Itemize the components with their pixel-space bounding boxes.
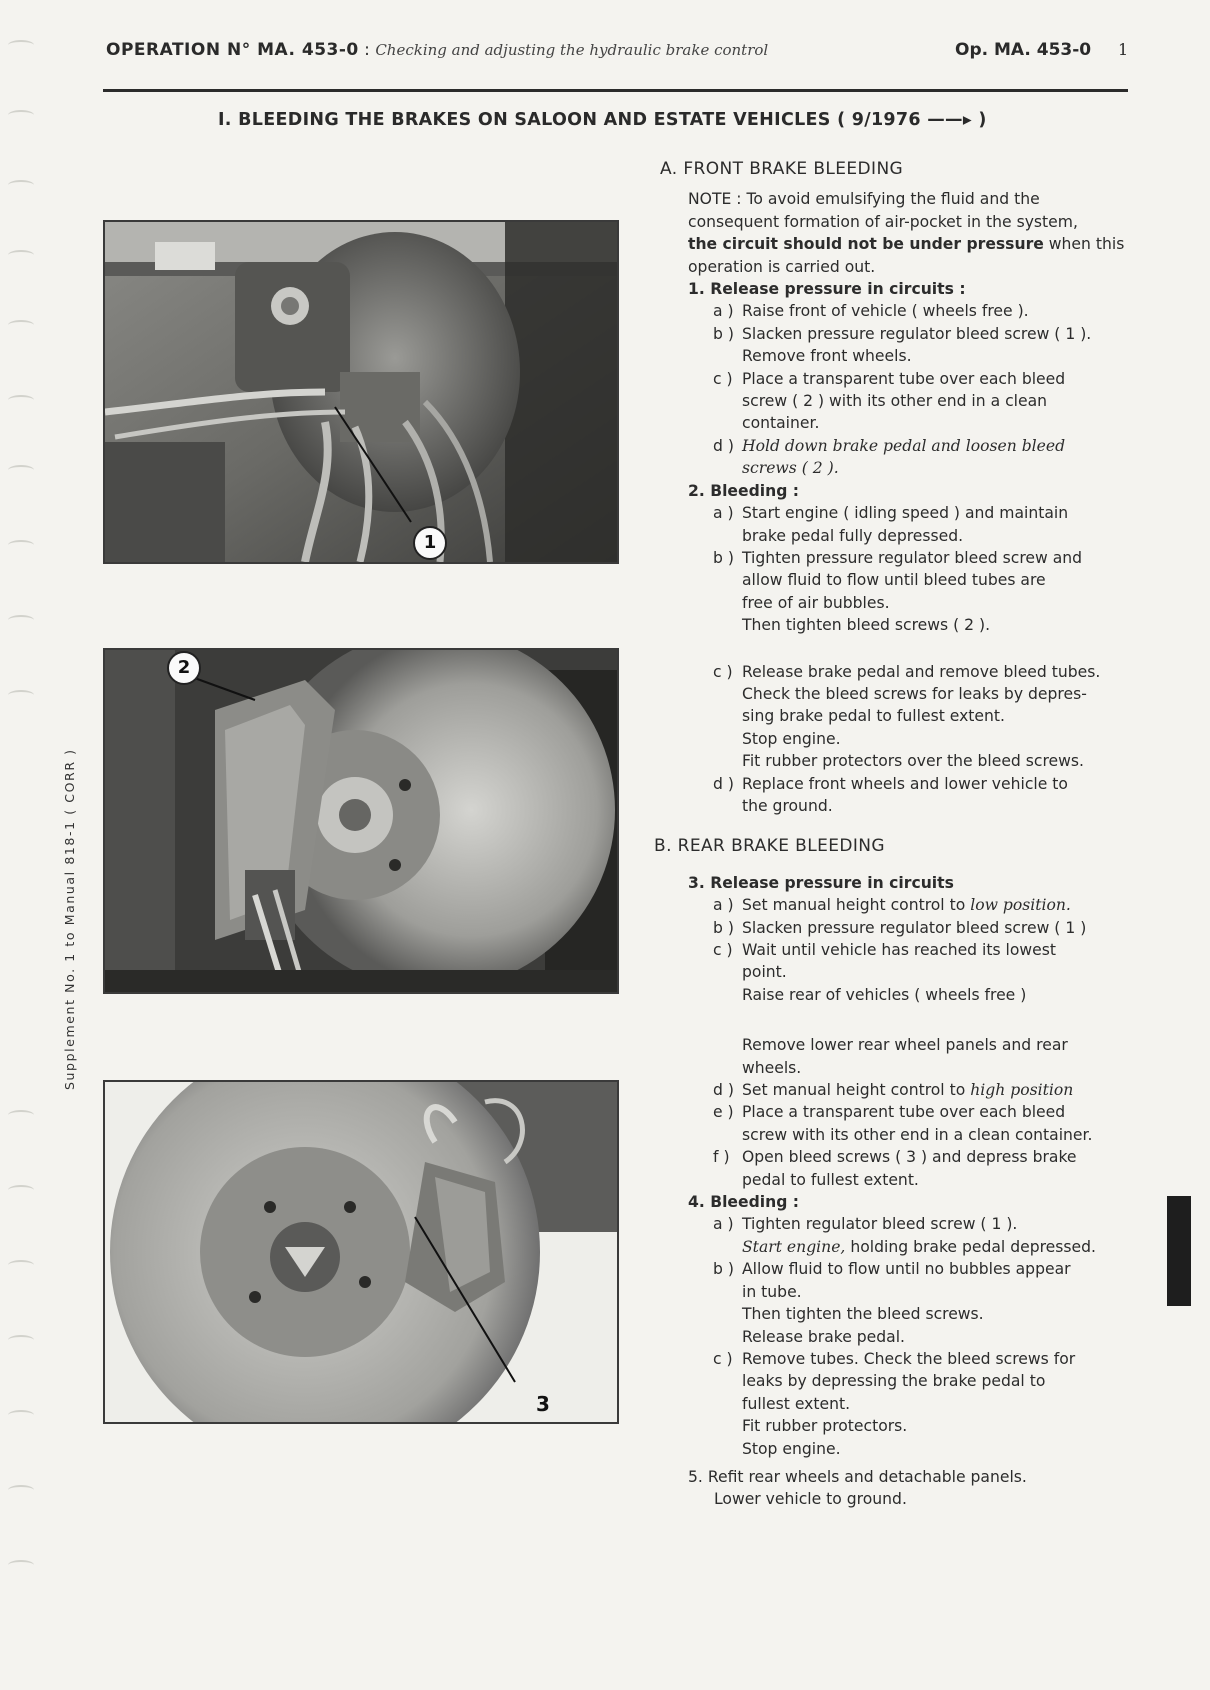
item-continuation: Check the bleed screws for leaks by depres- [742, 684, 1087, 703]
step-1d [660, 435, 1160, 457]
item-continuation: the ground. [742, 796, 833, 815]
item-continuation: Fit rubber protectors. [742, 1417, 908, 1436]
item-text: Allow fluid to flow until no bubbles appear [742, 1260, 1071, 1279]
margin-mark [8, 690, 34, 700]
item-label: b ) [713, 918, 734, 937]
callout-3: 3 [536, 1392, 550, 1416]
note-line [660, 233, 1160, 255]
item-text: Tighten pressure regulator bleed screw and [742, 548, 1083, 567]
step-3f [660, 1146, 1160, 1168]
front-disc-illustration [105, 650, 617, 992]
step-3d [660, 1079, 1160, 1101]
item-text: Place a transparent tube over each bleed [742, 1103, 1066, 1122]
item-text: Raise front of vehicle ( wheels free ). [742, 302, 1029, 321]
item-label: f ) [713, 1148, 730, 1167]
callout-2: 2 [167, 651, 201, 685]
item-label: c ) [713, 1349, 733, 1368]
item-text: Remove tubes. Check the bleed screws for [742, 1349, 1076, 1368]
margin-mark [8, 1485, 34, 1495]
margin-mark [8, 1260, 34, 1270]
item-label: d ) [713, 774, 734, 793]
item-text-part: Set manual height control to [742, 896, 971, 915]
margin-mark [8, 465, 34, 475]
item-text [716, 1079, 1160, 1101]
item-text: Release brake pedal and remove bleed tubes. [742, 662, 1101, 681]
item-label: d ) [713, 436, 734, 455]
step-3b [660, 917, 1160, 939]
margin-mark [8, 1335, 34, 1345]
heading-front-brake-bleeding: A. FRONT BRAKE BLEEDING [660, 159, 904, 179]
item-continuation: wheels. [742, 1058, 802, 1077]
photo-front-caliper [103, 648, 619, 994]
operation-description: Checking and adjusting the hydraulic brake control [375, 41, 769, 59]
callout-1: 1 [413, 526, 447, 560]
header-separator: : [364, 40, 370, 60]
item-text: Slacken pressure regulator bleed screw ( 1 ). [742, 324, 1092, 343]
item-label: b ) [713, 324, 734, 343]
item-continuation: allow fluid to flow until bleed tubes are [742, 571, 1046, 590]
step-2d [660, 773, 1160, 795]
item-text: Replace front wheels and lower vehicle to [742, 774, 1068, 793]
margin-mark [8, 180, 34, 190]
margin-mark [8, 1560, 34, 1570]
step-2c [660, 661, 1160, 683]
step-3c [660, 939, 1160, 961]
step-3: 3. Release pressure in circuits [688, 873, 954, 892]
item-label: c ) [713, 369, 733, 388]
instructions-column [654, 158, 1160, 1511]
item-text: Start engine ( idling speed ) and maintain [742, 504, 1069, 523]
item-text [716, 894, 1160, 916]
item-text: Hold down brake pedal and loosen bleed [742, 436, 1066, 455]
item-continuation: screw with its other end in a clean container. [742, 1125, 1093, 1144]
item-label: e ) [713, 1103, 734, 1122]
item-continuation: free of air bubbles. [742, 593, 890, 612]
item-continuation: Remove front wheels. [742, 347, 912, 366]
note-line: NOTE : To avoid emulsifying the fluid and the [688, 190, 1040, 209]
item-text: Open bleed screws ( 3 ) and depress brake [742, 1148, 1077, 1167]
item-continuation: point. [742, 963, 787, 982]
heading-rear-brake-bleeding: B. REAR BRAKE BLEEDING [654, 836, 885, 857]
item-continuation: sing brake pedal to fullest extent. [742, 707, 1005, 726]
step-2: 2. Bleeding : [688, 481, 800, 500]
item-label: a ) [713, 1215, 734, 1234]
step-3e [660, 1101, 1160, 1123]
item-label: c ) [713, 662, 733, 681]
step-1a [660, 300, 1160, 322]
item-label: a ) [713, 302, 734, 321]
item-text-italic: high position [970, 1081, 1074, 1100]
step-4: 4. Bleeding : [688, 1193, 800, 1212]
margin-mark [8, 110, 34, 120]
regulator-illustration [105, 222, 617, 562]
step-4b [660, 1258, 1160, 1280]
item-continuation: Stop engine. [742, 1439, 841, 1458]
item-continuation [660, 1236, 1160, 1258]
margin-mark [8, 395, 34, 405]
step-3a [660, 894, 1160, 916]
margin-mark [8, 1410, 34, 1420]
section-title: I. BLEEDING THE BRAKES ON SALOON AND ESTATE VEHICLES ( 9/1976 ——▸ ) [218, 110, 987, 130]
margin-mark [8, 1110, 34, 1120]
item-continuation: Fit rubber protectors over the bleed screws. [742, 752, 1084, 771]
item-continuation: screw ( 2 ) with its other end in a clean [742, 392, 1048, 411]
note-line: consequent formation of air-pocket in the system, [688, 212, 1078, 231]
item-continuation: brake pedal fully depressed. [742, 526, 964, 545]
step-2a [660, 502, 1160, 524]
section-edge-tab [1167, 1196, 1191, 1306]
step-5: 5. Refit rear wheels and detachable panels. [688, 1467, 1027, 1486]
step-4c [660, 1348, 1160, 1370]
step-5-continuation: Lower vehicle to ground. [714, 1490, 907, 1509]
item-label: a ) [713, 504, 734, 523]
item-continuation: pedal to fullest extent. [742, 1170, 919, 1189]
margin-mark [8, 540, 34, 550]
supplement-note: Supplement No. 1 to Manual 818-1 ( CORR ) [62, 748, 77, 1090]
item-text: Tighten regulator bleed screw ( 1 ). [742, 1215, 1018, 1234]
item-continuation: Remove lower rear wheel panels and rear [742, 1036, 1068, 1055]
item-text-italic: Start engine, [742, 1237, 846, 1256]
item-text-part: Set manual height control to [742, 1081, 971, 1100]
item-label: d ) [713, 1081, 734, 1100]
item-continuation: Raise rear of vehicles ( wheels free ) [742, 985, 1027, 1004]
item-text-part: holding brake pedal depressed. [845, 1237, 1096, 1256]
margin-mark [8, 1185, 34, 1195]
item-text: Place a transparent tube over each bleed [742, 369, 1066, 388]
item-continuation: leaks by depressing the brake pedal to [742, 1372, 1046, 1391]
step-1: 1. Release pressure in circuits : [688, 280, 966, 299]
item-continuation: in tube. [742, 1282, 802, 1301]
item-continuation: fullest extent. [742, 1394, 851, 1413]
item-text: Slacken pressure regulator bleed screw ( 1 ) [742, 918, 1087, 937]
item-text: Wait until vehicle has reached its lowest [742, 941, 1057, 959]
item-continuation: Then tighten bleed screws ( 2 ). [742, 616, 991, 635]
margin-mark [8, 40, 34, 50]
item-continuation: container. [742, 414, 820, 433]
item-label: b ) [713, 548, 734, 567]
item-label: c ) [713, 941, 733, 959]
margin-mark [8, 615, 34, 625]
operation-header [106, 40, 768, 60]
photo-rear-disc [103, 1080, 619, 1424]
note-text: when this [1043, 235, 1125, 254]
operation-reference: Op. MA. 453-0 [955, 40, 1092, 60]
photo-pressure-regulator [103, 220, 619, 564]
item-label: b ) [713, 1260, 734, 1279]
step-1b [660, 323, 1160, 345]
note-emphasis: the circuit should not be under pressure [688, 235, 1044, 254]
item-continuation: Stop engine. [742, 729, 841, 748]
step-4a [660, 1213, 1160, 1235]
header-rule [103, 89, 1128, 92]
margin-mark [8, 320, 34, 330]
item-continuation: Release brake pedal. [742, 1327, 906, 1346]
margin-mark [8, 250, 34, 260]
step-2b [660, 547, 1160, 569]
page-number: 1 [1118, 40, 1129, 59]
step-1c [660, 368, 1160, 390]
item-label: a ) [713, 896, 734, 915]
item-text-italic: low position. [970, 896, 1071, 915]
operation-code: OPERATION N° MA. 453-0 [106, 40, 359, 60]
item-continuation: screws ( 2 ). [742, 459, 839, 478]
item-continuation: Then tighten the bleed screws. [742, 1305, 984, 1324]
note-line: operation is carried out. [688, 257, 876, 276]
rear-disc-illustration [105, 1082, 617, 1422]
